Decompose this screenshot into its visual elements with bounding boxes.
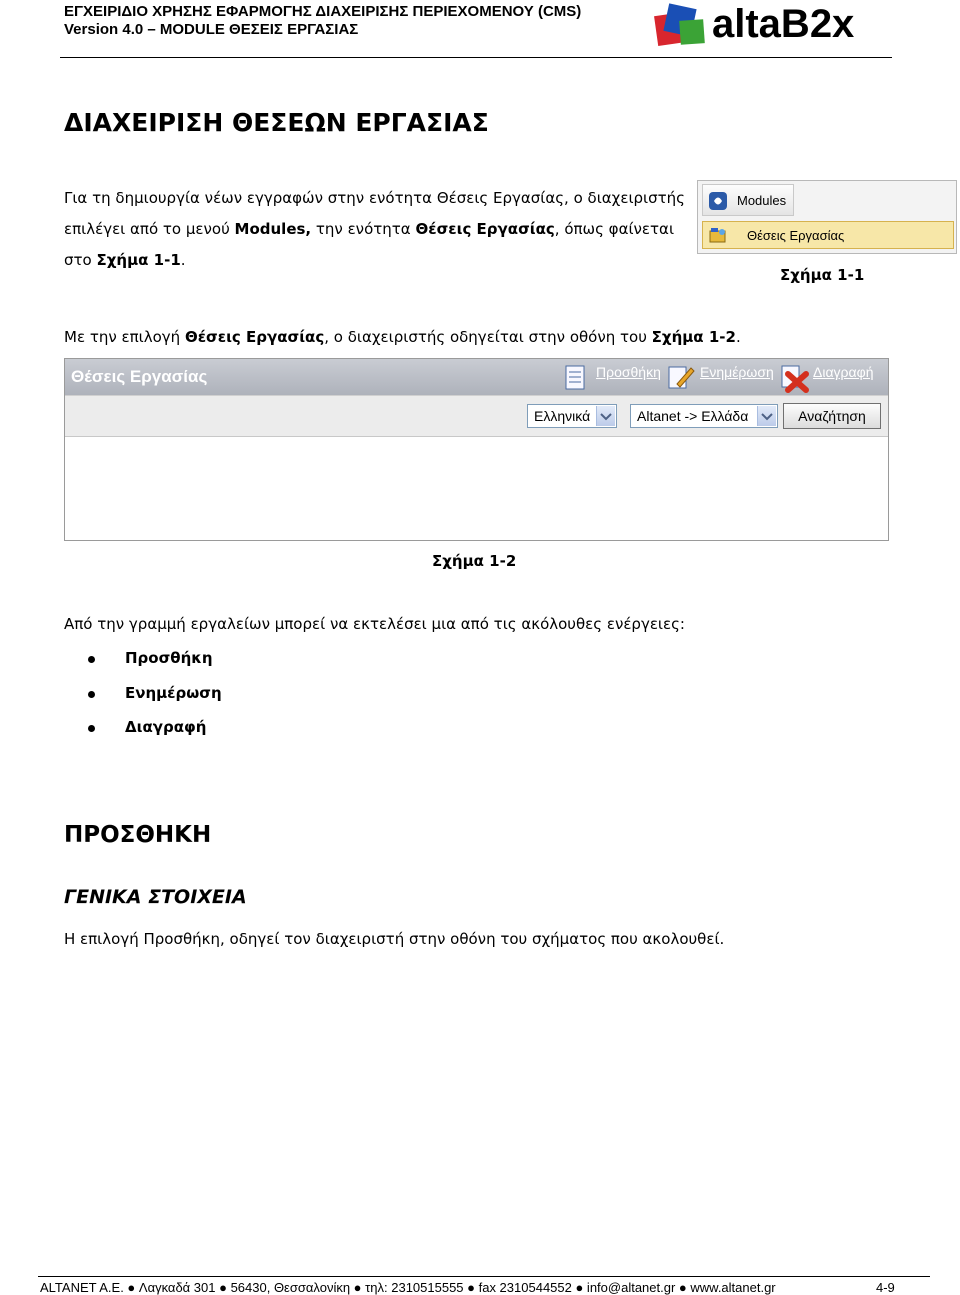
altab2x-logo (652, 0, 882, 56)
update-icon (665, 362, 695, 396)
intro-jobs-bold: Θέσεις Εργασίας (415, 220, 555, 238)
language-select-value: Ελληνικά (534, 408, 591, 424)
modules-menu-button[interactable] (702, 184, 794, 216)
intro-text-2a: επιλέγει από το μενού (64, 220, 235, 238)
footer-contact: ALTANET A.E. ● Λαγκαδά 301 ● 56430, Θεσσαλονίκη ● τηλ: 2310515555 ● fax 2310544552 ● info@altanet.gr ● www.altanet.gr (40, 1280, 776, 1295)
bullet-icon (88, 691, 95, 698)
intro-text-2b: την ενότητα (311, 220, 416, 238)
header-title: ΕΓΧΕΙΡΙΔΙΟ ΧΡΗΣΗΣ ΕΦΑΡΜΟΓΗΣ ΔΙΑΧΕΙΡΙΣΗΣ ΠΕΡΙΕΧΟΜΕΝΟΥ (CMS) (64, 3, 582, 20)
chevron-down-icon (757, 406, 776, 426)
intro-line-3 (64, 245, 186, 276)
bullet-icon (88, 656, 95, 663)
delete-icon (778, 362, 810, 398)
intro-line-2 (64, 214, 674, 245)
p2-jobs-bold: Θέσεις Εργασίας (184, 328, 325, 346)
paragraph-2 (64, 322, 741, 353)
list-item-label: Προσθήκη (125, 649, 213, 667)
p2-text-c: . (735, 328, 741, 346)
header-rule (60, 57, 892, 58)
toolbar-delete-link[interactable]: Διαγραφή (813, 364, 874, 380)
intro-modules-bold: Modules, (234, 220, 312, 238)
toolbar-update-link[interactable]: Ενημέρωση (700, 364, 774, 380)
header-version: Version 4.0 – MODULE ΘΕΣΕΙΣ ΕΡΓΑΣΙΑΣ (64, 21, 359, 38)
actions-intro: Από την γραμμή εργαλείων μπορεί να εκτελέσει μια από τις ακόλουθες ενέργειες: (64, 615, 685, 633)
chevron-down-icon (596, 406, 615, 426)
filter-toolbar (65, 395, 888, 437)
jobs-label: Θέσεις Εργασίας (747, 228, 845, 243)
list-item-label: Ενημέρωση (125, 684, 222, 702)
figure-1-1 (697, 180, 957, 254)
p2-text-b: , ο διαχειριστής οδηγείται στην οθόνη του (324, 328, 652, 346)
modules-icon (708, 191, 728, 211)
logo-mark-icon (652, 0, 714, 56)
jobs-folder-icon (709, 226, 727, 244)
logo-text: altaB2x (712, 2, 855, 46)
p2-text-a: Με την επιλογή (64, 328, 185, 346)
modules-label: Modules (737, 193, 787, 208)
jobs-menu-item[interactable] (702, 221, 954, 249)
list-item-label: Διαγραφή (125, 718, 207, 736)
figure-1-2-caption: Σχήμα 1-2 (432, 552, 517, 570)
section-title: ΔΙΑΧΕΙΡΙΣΗ ΘΕΣΕΩΝ ΕΡΓΑΣΙΑΣ (64, 108, 489, 137)
add-section-title: ΠΡΟΣΘΗΚΗ (64, 822, 212, 848)
figure-1-2 (64, 358, 889, 541)
general-info-subtitle: ΓΕΝΙΚΑ ΣΤΟΙΧΕΙΑ (64, 886, 247, 908)
page-number: 4-9 (876, 1280, 895, 1295)
jobs-panel-title: Θέσεις Εργασίας (71, 367, 208, 386)
p2-fig-ref: Σχήμα 1-2 (651, 328, 736, 346)
site-select[interactable] (630, 404, 778, 428)
language-select[interactable] (527, 404, 617, 428)
add-section-text: Η επιλογή Προσθήκη, οδηγεί τον διαχειριστή στην οθόνη του σχήματος που ακολουθεί. (64, 930, 725, 948)
intro-fig-ref: Σχήμα 1-1 (96, 251, 181, 269)
intro-line-1 (64, 183, 685, 214)
jobs-titlebar (65, 359, 888, 395)
add-icon (561, 362, 591, 396)
site-select-value: Altanet -> Ελλάδα (637, 408, 749, 424)
footer-rule (38, 1276, 930, 1277)
intro-text-3a: στο (64, 251, 97, 269)
intro-text-3b: . (180, 251, 186, 269)
bullet-icon (88, 725, 95, 732)
intro-text-1: Για τη δημιουργία νέων εγγραφών στην ενότητα Θέσεις Εργασίας, ο διαχειριστής (64, 189, 685, 207)
figure-1-1-caption: Σχήμα 1-1 (780, 266, 865, 284)
intro-text-2c: , όπως φαίνεται (554, 220, 675, 238)
toolbar-add-link[interactable]: Προσθήκη (596, 364, 661, 380)
search-button[interactable]: Αναζήτηση (783, 403, 881, 429)
